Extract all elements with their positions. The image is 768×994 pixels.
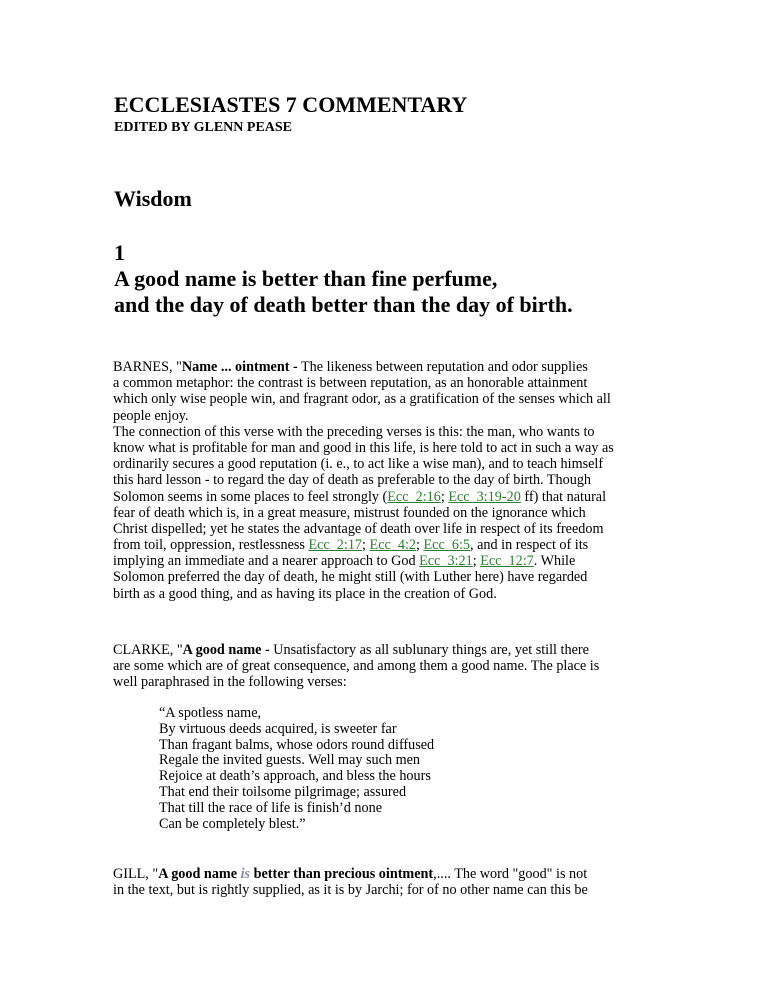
verse-number: 1 bbox=[114, 240, 125, 265]
bold-phrase: A good name - bbox=[182, 642, 270, 658]
text-line: fear of death which is, in a great measure, mistrust founded on the ignorance which bbox=[113, 504, 586, 521]
text-line bbox=[113, 489, 653, 505]
text-line bbox=[113, 537, 653, 553]
text-run: ; bbox=[472, 553, 481, 570]
text-line: well paraphrased in the following verses: bbox=[113, 674, 347, 691]
text-run: . While bbox=[533, 553, 576, 570]
page-title: ECCLESIASTES 7 COMMENTARY bbox=[114, 92, 468, 117]
text-line: ordinarily secures a good reputation (i. e., to act like a wise man), and to teach himself bbox=[113, 456, 604, 473]
scripture-link[interactable]: Ecc_3:19-20 bbox=[448, 488, 521, 505]
section-heading: Wisdom bbox=[114, 186, 192, 211]
barnes-commentary bbox=[113, 359, 653, 602]
text-line bbox=[113, 642, 653, 658]
text-run: ,.... The word "good" is not bbox=[433, 866, 588, 882]
text-run: ; bbox=[440, 488, 449, 505]
bold-phrase: Name ... ointment - bbox=[181, 359, 298, 375]
text-run: GILL, " bbox=[113, 866, 159, 882]
text-run: ; bbox=[416, 537, 424, 554]
scripture-link[interactable]: Ecc_6:5 bbox=[423, 537, 470, 554]
scripture-link[interactable]: Ecc_2:16 bbox=[387, 488, 441, 505]
text-run: implying an immediate and a nearer approach to God bbox=[113, 553, 420, 570]
clarke-commentary bbox=[113, 642, 653, 691]
text-line: people enjoy. bbox=[113, 407, 189, 424]
poem-line: By virtuous deeds acquired, is sweeter far bbox=[159, 720, 397, 737]
scripture-link[interactable]: Ecc_2:17 bbox=[308, 537, 363, 554]
verse-line: and the day of death better than the day of birth. bbox=[114, 292, 573, 317]
text-line: this hard lesson - to regard the day of death as preferable to the day of birth. Though bbox=[113, 472, 592, 489]
poem-line: Can be completely blest.” bbox=[159, 815, 306, 832]
gill-commentary bbox=[113, 866, 653, 898]
scripture-link[interactable]: Ecc_4:2 bbox=[369, 537, 417, 554]
text-line: a common metaphor: the contrast is between reputation, as an honorable attainment bbox=[113, 375, 588, 392]
poem-line: Regale the invited guests. Well may such men bbox=[159, 752, 421, 769]
bold-phrase: A good name bbox=[158, 866, 241, 882]
text-run: , and in respect of its bbox=[470, 537, 589, 554]
bold-phrase: better than precious ointment bbox=[250, 866, 434, 882]
verse-line: A good name is better than fine perfume, bbox=[114, 266, 498, 291]
scripture-link[interactable]: Ecc_3:21 bbox=[419, 553, 473, 570]
italic-word: is bbox=[240, 866, 251, 882]
text-line: are some which are of great consequence, and among them a good name. The place is bbox=[113, 658, 600, 675]
text-line: in the text, but is rightly supplied, as it is by Jarchi; for of no other name can this be bbox=[113, 882, 588, 899]
text-line bbox=[113, 553, 653, 569]
text-line bbox=[113, 359, 653, 375]
text-line: birth as a good thing, and as having its place in the creation of God. bbox=[113, 585, 497, 602]
verse-text bbox=[114, 266, 573, 318]
text-line: which only wise people win, and fragrant odor, as a gratification of the senses which all bbox=[113, 391, 611, 408]
poem-line: Than fragant balms, whose odors round diffused bbox=[159, 736, 435, 753]
text-line: Christ dispelled; yet he states the advantage of death over life in respect of its freedom bbox=[113, 520, 604, 537]
quoted-poem bbox=[159, 706, 434, 832]
text-run: ; bbox=[362, 537, 370, 554]
text-line bbox=[113, 866, 653, 882]
text-run: CLARKE, " bbox=[113, 642, 183, 658]
poem-line: “A spotless name, bbox=[159, 705, 262, 721]
text-run: from toil, oppression, restlessness bbox=[113, 537, 309, 554]
text-line: know what is profitable for man and good in this life, is here told to act in such a way as bbox=[113, 439, 614, 456]
text-run: The likeness between reputation and odor supplies bbox=[297, 359, 588, 375]
poem-line: Rejoice at death’s approach, and bless the hours bbox=[159, 768, 431, 785]
text-line: Solomon preferred the day of death, he might still (with Luther here) have regarded bbox=[113, 569, 588, 586]
poem-line: That till the race of life is finish’d none bbox=[159, 799, 382, 816]
text-run: ff) that natural bbox=[520, 488, 607, 505]
text-run: Solomon seems in some places to feel strongly ( bbox=[113, 488, 388, 505]
poem-line: That end their toilsome pilgrimage; assured bbox=[159, 783, 407, 800]
text-line: The connection of this verse with the preceding verses is this: the man, who wants to bbox=[113, 423, 595, 440]
text-run: Unsatisfactory as all sublunary things are, yet still there bbox=[269, 642, 589, 658]
text-run: BARNES, " bbox=[113, 359, 182, 375]
scripture-link[interactable]: Ecc_12:7 bbox=[480, 553, 534, 570]
page-subtitle: EDITED BY GLENN PEASE bbox=[114, 120, 293, 135]
